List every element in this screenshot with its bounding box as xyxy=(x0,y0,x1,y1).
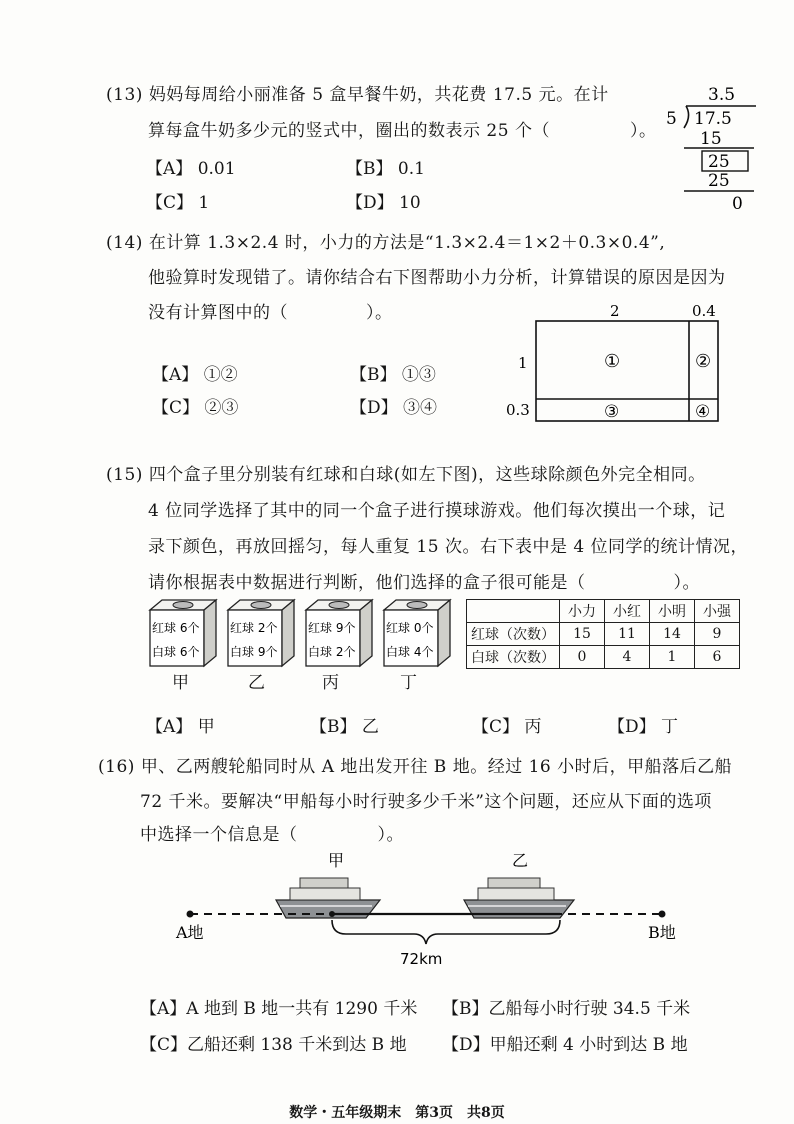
option-text: ①② xyxy=(203,365,238,385)
option-label: 【B】 xyxy=(350,365,397,385)
q13-line1 xyxy=(106,80,609,105)
q13-option-d[interactable] xyxy=(346,188,421,213)
q15-option-d[interactable] xyxy=(608,712,678,737)
q15-line3: 录下颜色，再放回摇匀，每人重复 15 次。右下表中是 4 位同学的统计情况， xyxy=(148,537,749,557)
option-label: 【D】 xyxy=(442,1035,490,1055)
option-text: 乙船还剩 138 千米到达 B 地 xyxy=(187,1035,407,1055)
table-cell: 14 xyxy=(650,623,695,646)
option-text: ③④ xyxy=(403,398,438,418)
ship-deck xyxy=(290,888,360,900)
region-2: ② xyxy=(695,351,712,372)
option-text: 0.1 xyxy=(397,159,425,179)
ship-jia-dot xyxy=(329,911,335,917)
table-cell: 15 xyxy=(560,623,605,646)
stats-table xyxy=(466,599,740,669)
box-side xyxy=(204,600,216,666)
box-hole xyxy=(407,602,427,609)
box-bing xyxy=(304,598,374,670)
q15-option-b[interactable] xyxy=(310,712,379,737)
q15-stem-1: 四个盒子里分别装有红球和白球(如左下图)，这些球除颜色外完全相同。 xyxy=(148,465,706,485)
table-cell: 4 xyxy=(605,646,650,669)
table-header-cell: 小力 xyxy=(560,600,605,623)
q13-stem-2-end: ）。 xyxy=(629,121,657,141)
q16-stem-3-end: ）。 xyxy=(377,825,404,845)
option-label: 【C】 xyxy=(140,1035,188,1055)
q14-stem-3-end: ）。 xyxy=(366,303,393,323)
option-label: 【A】 xyxy=(152,365,199,385)
option-text: 乙船每小时行驶 34.5 千米 xyxy=(488,999,691,1019)
area-label-1: 1 xyxy=(518,354,528,372)
table-cell: 6 xyxy=(695,646,740,669)
q14-line1 xyxy=(106,228,665,253)
division-step2: 25 xyxy=(708,171,730,191)
point-b-label: B地 xyxy=(648,923,676,942)
box-hole xyxy=(329,602,349,609)
q14-number: (14) xyxy=(106,233,143,253)
option-text: 甲船还剩 4 小时到达 B 地 xyxy=(489,1035,688,1055)
table-row xyxy=(467,623,740,646)
division-remainder: 0 xyxy=(732,194,743,214)
option-label: 【A】 xyxy=(146,717,193,737)
q14-line3 xyxy=(148,298,393,323)
q15-line1 xyxy=(106,460,706,485)
box-red-count: 红球 9个 xyxy=(308,621,356,635)
option-label: 【A】 xyxy=(146,159,193,179)
ship-hull xyxy=(464,900,574,918)
option-label: 【D】 xyxy=(346,193,394,213)
q15-option-c[interactable] xyxy=(472,712,541,737)
box-white-count: 白球 9个 xyxy=(230,645,278,659)
q14-stem-3: 没有计算图中的（ xyxy=(148,303,288,323)
point-a-dot xyxy=(187,911,194,918)
box-ding xyxy=(382,598,452,670)
box-side xyxy=(282,600,294,666)
page-footer: 数学・五年级期末 第3页 共8页 xyxy=(289,1105,505,1121)
q16-option-c[interactable] xyxy=(140,1030,407,1055)
q14-option-d[interactable] xyxy=(350,393,437,418)
table-header-cell: 小明 xyxy=(650,600,695,623)
box-red-count: 红球 0个 xyxy=(386,621,434,635)
option-label: 【B】 xyxy=(346,159,393,179)
ship-label-jia: 甲 xyxy=(328,851,345,870)
q13-line2 xyxy=(148,116,656,141)
q13-stem-2: 算每盒牛奶多少元的竖式中，圈出的数表示 25 个（ xyxy=(148,121,550,141)
box-hole xyxy=(173,602,193,609)
ship-cabin xyxy=(488,878,540,888)
table-row-label: 红球（次数） xyxy=(467,623,560,646)
ship-cabin xyxy=(300,878,348,888)
box-red-count: 红球 6个 xyxy=(152,621,200,635)
q16-option-d[interactable] xyxy=(442,1030,688,1055)
q15-line2: 4 位同学选择了其中的同一个盒子进行摸球游戏。他们每次摸出一个球，记 xyxy=(148,501,726,521)
option-text: ①③ xyxy=(401,365,436,385)
option-text: 0.01 xyxy=(197,159,236,179)
ship-yi xyxy=(464,878,574,918)
option-label: 【D】 xyxy=(608,717,656,737)
region-1: ① xyxy=(604,351,621,372)
area-label-2: 2 xyxy=(610,302,620,320)
ship-label-yi: 乙 xyxy=(512,851,529,870)
q16-stem-3: 中选择一个信息是（ xyxy=(140,825,298,845)
option-text: 丙 xyxy=(524,717,542,737)
point-a-label: A地 xyxy=(176,923,204,942)
box-white-count: 白球 2个 xyxy=(308,645,356,659)
division-quotient: 3.5 xyxy=(708,85,736,105)
q16-line3 xyxy=(140,820,404,845)
box-side xyxy=(360,600,372,666)
q16-option-b[interactable] xyxy=(442,994,690,1019)
region-3: ③ xyxy=(604,402,620,422)
option-label: 【C】 xyxy=(146,193,194,213)
box-name-bing: 丙 xyxy=(322,673,339,693)
q14-option-c[interactable] xyxy=(152,393,238,418)
division-bracket xyxy=(684,106,689,128)
table-row-label: 白球（次数） xyxy=(467,646,560,669)
long-division-diagram xyxy=(660,82,760,214)
table-header-row xyxy=(467,600,740,623)
box-hole xyxy=(251,602,271,609)
table-header-cell: 小强 xyxy=(695,600,740,623)
table-header-cell xyxy=(467,600,560,623)
gap-label: 72km xyxy=(400,950,443,968)
area-label-0.4: 0.4 xyxy=(692,302,716,320)
box-white-count: 白球 6个 xyxy=(152,645,200,659)
area-label-0.3: 0.3 xyxy=(506,401,530,419)
option-text: 10 xyxy=(399,193,421,213)
option-label: 【C】 xyxy=(152,398,200,418)
q13-option-c[interactable] xyxy=(146,188,209,213)
option-text: 乙 xyxy=(361,717,379,737)
box-name-jia: 甲 xyxy=(172,673,189,693)
q15-stem-4-end: ）。 xyxy=(673,573,700,593)
option-text: 甲 xyxy=(197,717,215,737)
box-side xyxy=(438,600,450,666)
q13-option-b[interactable] xyxy=(346,154,425,179)
division-divisor: 5 xyxy=(666,109,677,129)
box-name-yi: 乙 xyxy=(248,673,265,693)
option-label: 【D】 xyxy=(350,398,398,418)
option-label: 【C】 xyxy=(472,717,520,737)
table-header-cell: 小红 xyxy=(605,600,650,623)
q16-line1 xyxy=(98,752,732,777)
box-jia xyxy=(148,598,218,670)
q16-line2: 72 千米。要解决“甲船每小时行驶多少千米”这个问题，还应从下面的选项 xyxy=(140,792,712,812)
option-label: 【A】 xyxy=(140,999,187,1019)
q16-number: (16) xyxy=(98,757,135,777)
division-dividend: 17.5 xyxy=(694,109,732,129)
q13-stem-1: 妈妈每周给小丽准备 5 盒早餐牛奶，共花费 17.5 元。在计 xyxy=(148,85,609,105)
option-text: ②③ xyxy=(204,398,239,418)
q16-stem-1: 甲、乙两艘轮船同时从 A 地出发开往 B 地。经过 16 小时后，甲船落后乙船 xyxy=(140,757,733,777)
option-text: A 地到 B 地一共有 1290 千米 xyxy=(186,999,418,1019)
q14-option-a[interactable] xyxy=(152,360,238,385)
table-cell: 11 xyxy=(605,623,650,646)
area-model-diagram xyxy=(500,298,730,426)
q14-stem-1: 在计算 1.3×2.4 时，小力的方法是“1.3×2.4＝1×2＋0.3×0.4”, xyxy=(148,233,666,253)
division-step1: 15 xyxy=(700,129,722,149)
table-cell: 0 xyxy=(560,646,605,669)
q15-line4 xyxy=(148,568,700,593)
box-red-count: 红球 2个 xyxy=(230,621,278,635)
option-text: 丁 xyxy=(661,717,679,737)
table-cell: 9 xyxy=(695,623,740,646)
box-white-count: 白球 4个 xyxy=(386,645,434,659)
option-label: 【B】 xyxy=(442,999,489,1019)
q14-line2: 他验算时发现错了。请你结合右下图帮助小力分析，计算错误的原因是因为 xyxy=(148,268,726,288)
division-circled-number: 25 xyxy=(708,152,730,172)
q15-option-a[interactable] xyxy=(146,712,215,737)
q13-number: (13) xyxy=(106,85,143,105)
q15-number: (15) xyxy=(106,465,143,485)
area-outer-rect xyxy=(536,321,718,421)
region-4: ④ xyxy=(695,402,711,422)
table-cell: 1 xyxy=(650,646,695,669)
ship-jia xyxy=(276,878,380,918)
box-name-ding: 丁 xyxy=(400,673,417,693)
table-row xyxy=(467,646,740,669)
ship-deck xyxy=(478,888,554,900)
option-label: 【B】 xyxy=(310,717,357,737)
box-yi xyxy=(226,598,296,670)
point-b-dot xyxy=(659,911,666,918)
q15-stem-4: 请你根据表中数据进行判断，他们选择的盒子很可能是（ xyxy=(148,573,586,593)
ship-hull xyxy=(276,900,380,918)
q16-option-a[interactable] xyxy=(140,994,417,1019)
q14-option-b[interactable] xyxy=(350,360,436,385)
gap-brace xyxy=(332,920,560,944)
q13-option-a[interactable] xyxy=(146,154,236,179)
option-text: 1 xyxy=(198,193,210,213)
ships-diagram xyxy=(168,848,698,974)
